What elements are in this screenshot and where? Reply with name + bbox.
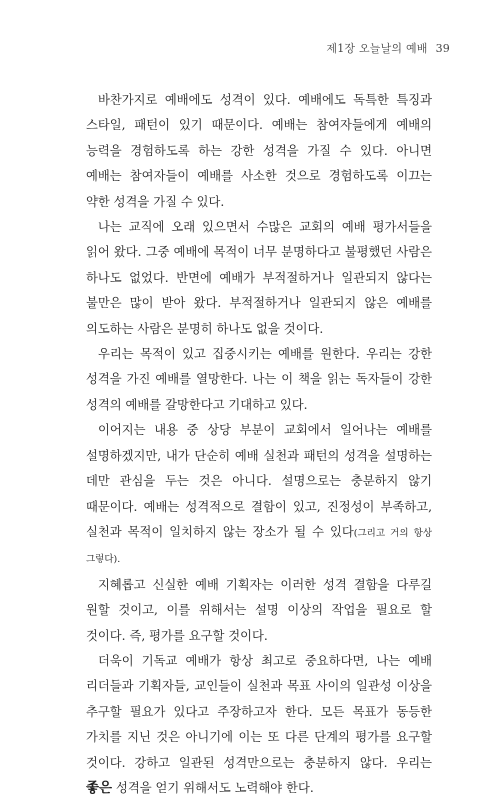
paragraph-6-text-after: 성격을 얻기 위해서도 노력해야 한다. [112,780,314,795]
paragraph-5: 지혜롭고 신실한 예배 기획자는 이러한 성격 결함을 다루길 원할 것이고, 이를 위해서는 설명 이상의 작업을 필요로 할 것이다. 즉, 평가를 요구할 것이다. [86,577,432,643]
paragraph-1: 바찬가지로 예배에도 성격이 있다. 예배에도 독특한 특징과 스타일, 패턴이 있기 때문이다. 예배는 참여자들에게 예배의 능력을 경험하도록 하는 강한 성격을 가질 수 있다. 아니면 예배는 참여자들이 예배를 사소한 것으로 경험하도록 이끄는 약한 성격을 가질 수 있다. [86,93,432,209]
running-header [326,40,450,56]
paragraph-4-text: 이어지는 내용 중 상당 부분이 교회에서 일어나는 예배를 설명하겠지만, 내가 단순히 예배 실천과 패턴의 성격을 설명하는 데만 관심을 두는 것은 아니다. 설명으로는 충분하지 않기 때문이다. 예배는 성격적으로 결함이 있고, 진정성이 부족하고, 실천과 목적이 일치하지 않는 장소가 될 수 있다 [86,423,432,539]
paragraph-2: 나는 교직에 오래 있으면서 수많은 교회의 예배 평가서들을 읽어 왔다. 그중 예배에 목적이 너무 분명하다고 불평했던 사람은 하나도 없었다. 반면에 예배가 부적절하거나 일관되지 않다는 불만은 많이 받아 왔다. 부적절하거나 일관되지 않은 예배를 의도하는 사람은 분명히 하나도 없을 것이다. [86,220,432,336]
body-text [86,88,432,801]
paragraph-6-text-before: 더욱이 기독교 예배가 항상 최고로 중요하다면, 나는 예배 리더들과 기획자들, 교인들이 실천과 목표 사이의 일관성 이상을 추구할 필요가 있다고 주장하고자 한다. 모든 목표가 동등한 가치를 지닌 것은 아니기에 이는 또 다른 단계의 평가를 요구할 것이다. 강하고 일관된 성격만으로는 충분하지 않다. 우리는 [86,653,432,770]
paragraph-6 [86,649,432,801]
emphasis-word: 좋은 [86,779,113,796]
paragraph-3: 우리는 목적이 있고 집중시키는 예배를 원한다. 우리는 강한 성격을 가진 예배를 열망한다. 나는 이 책을 읽는 독자들이 강한 성격의 예배를 갈망한다고 기대하고 있다. [86,347,432,412]
chapter-title: 제1장 오늘날의 예배 [326,42,428,55]
parenthetical-note: (그리고 거의 항상 그렇다). [86,527,432,566]
page-number: 39 [435,42,450,55]
paragraph-4 [86,418,432,572]
